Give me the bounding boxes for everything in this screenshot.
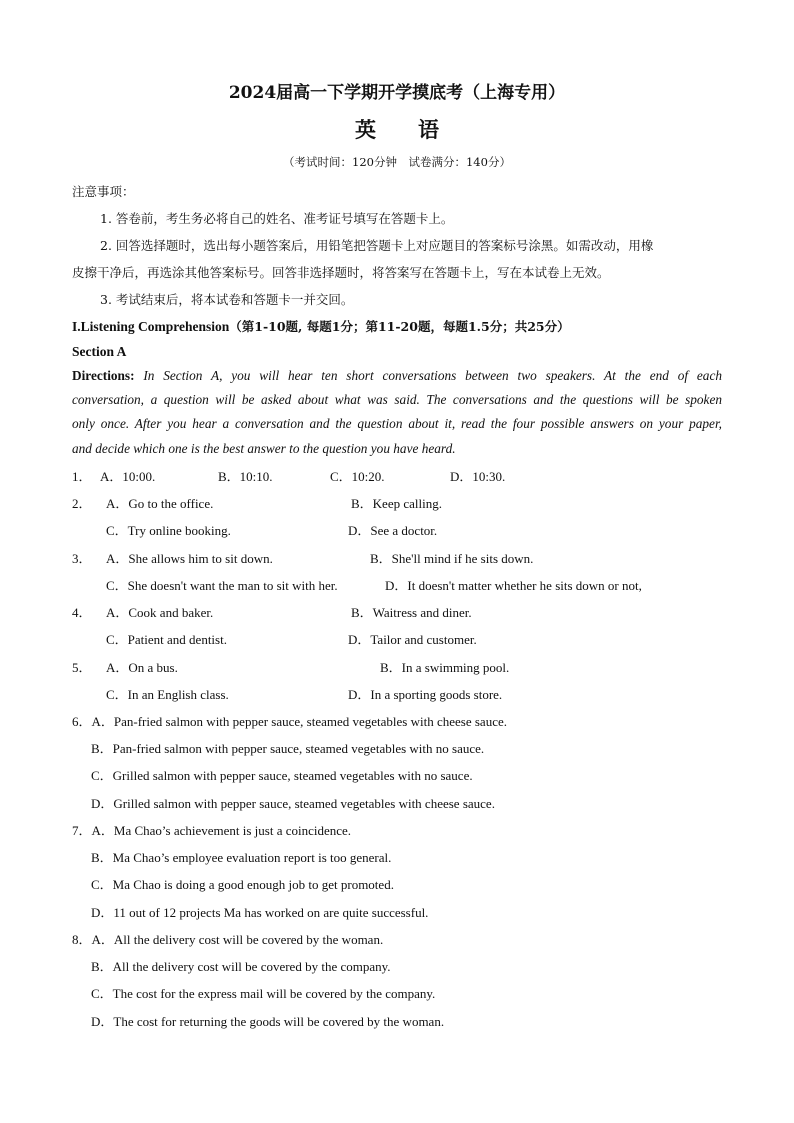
q6-option-a: 6．A．Pan-fried salmon with pepper sauce, steamed vegetables with cheese sauce.: [72, 714, 507, 729]
q1-option-d: D．10:30.: [450, 469, 506, 484]
note-item-1: 1. 答卷前，考生务必将自己的姓名、准考证号填写在答题卡上。: [100, 211, 454, 226]
q2-number: 2．: [72, 496, 92, 511]
q4-option-b: B．Waitress and diner.: [351, 605, 472, 620]
directions-line-4: and decide which one is the best answer to the question you have heard.: [72, 441, 456, 456]
q3-option-c: C．She doesn't want the man to sit with her.: [106, 578, 338, 593]
q4-option-c: C．Patient and dentist.: [106, 632, 227, 647]
note-item-2-line-2: 皮擦干净后，再选涂其他答案标号。回答非选择题时，将答案写在答题卡上，写在本试卷上无效。: [72, 265, 610, 280]
q7-option-a: 7．A．Ma Chao’s achievement is just a coincidence.: [72, 823, 352, 838]
part1-heading: [72, 317, 570, 336]
part1-heading-scoring: （第1-10题, 每题1分；第11-20题，每题1.5分；共25分）: [229, 319, 570, 334]
section-a-heading: Section A: [72, 344, 127, 359]
part1-heading-title: I.Listening Comprehension: [72, 319, 230, 334]
q1-option-b: B．10:10.: [218, 469, 273, 484]
q8-option-c: C．The cost for the express mail will be covered by the company.: [91, 986, 436, 1001]
q2-option-b: B．Keep calling.: [351, 496, 442, 511]
q2-option-a: A．Go to the office.: [106, 496, 214, 511]
q5-option-a: A．On a bus.: [106, 660, 178, 675]
q6-option-d: D．Grilled salmon with pepper sauce, steamed vegetables with cheese sauce.: [91, 796, 495, 811]
q3-option-d: D．It doesn't matter whether he sits down or not,: [385, 578, 642, 593]
q7-option-b: B．Ma Chao’s employee evaluation report is too general.: [91, 850, 392, 865]
q7-option-d: D．11 out of 12 projects Ma has worked on are quite successful.: [91, 905, 429, 920]
q3-option-b: B．She'll mind if he sits down.: [370, 551, 534, 566]
notes-heading: 注意事项：: [72, 184, 135, 199]
directions-label: Directions:: [72, 368, 135, 383]
directions-line-1: Directions: In Section A, you will hear ten short conversations between two speakers. At the end of each: [72, 368, 722, 383]
q8-option-d: D．The cost for returning the goods will be covered by the woman.: [91, 1014, 445, 1029]
directions-line-3: only once. After you hear a conversation and the question about it, read the four possible answers on your paper,: [72, 416, 722, 431]
note-item-2-line-1: 2. 回答选择题时，选出每小题答案后，用铅笔把答题卡上对应题目的答案标号涂黑。如需改动，用橡: [100, 238, 654, 253]
q6-option-b: B．Pan-fried salmon with pepper sauce, steamed vegetables with no sauce.: [91, 741, 485, 756]
q1-number: 1．: [72, 469, 92, 484]
q5-option-d: D．In a sporting goods store.: [348, 687, 503, 702]
q7-option-c: C．Ma Chao is doing a good enough job to get promoted.: [91, 877, 394, 892]
q2-option-d: D．See a doctor.: [348, 523, 438, 538]
note-item-3: 3. 考试结束后，将本试卷和答题卡一并交回。: [100, 292, 354, 307]
q6-option-c: C．Grilled salmon with pepper sauce, steamed vegetables with no sauce.: [91, 768, 473, 783]
subject-title: 英语: [355, 117, 481, 142]
page-title: 2024届高一下学期开学摸底考（上海专用）: [228, 83, 566, 103]
q4-number: 4．: [72, 605, 92, 620]
q1-option-c: C．10:20.: [330, 469, 385, 484]
q5-number: 5．: [72, 660, 92, 675]
q2-option-c: C．Try online booking.: [106, 523, 231, 538]
q4-option-d: D．Tailor and customer.: [348, 632, 477, 647]
q5-option-c: C．In an English class.: [106, 687, 229, 702]
q3-option-a: A．She allows him to sit down.: [106, 551, 273, 566]
q8-option-a: 8．A．All the delivery cost will be covered by the woman.: [72, 932, 384, 947]
q8-option-b: B．All the delivery cost will be covered by the company.: [91, 959, 391, 974]
directions-line-2: conversation, a question will be asked about what was said. The conversations and the questions will be spoken: [72, 392, 722, 407]
q1-option-a: A．10:00.: [100, 469, 156, 484]
q3-number: 3．: [72, 551, 92, 566]
exam-info: （考试时间：120分钟 试卷满分：140分）: [283, 155, 511, 169]
q5-option-b: B．In a swimming pool.: [380, 660, 510, 675]
q4-option-a: A．Cook and baker.: [106, 605, 214, 620]
